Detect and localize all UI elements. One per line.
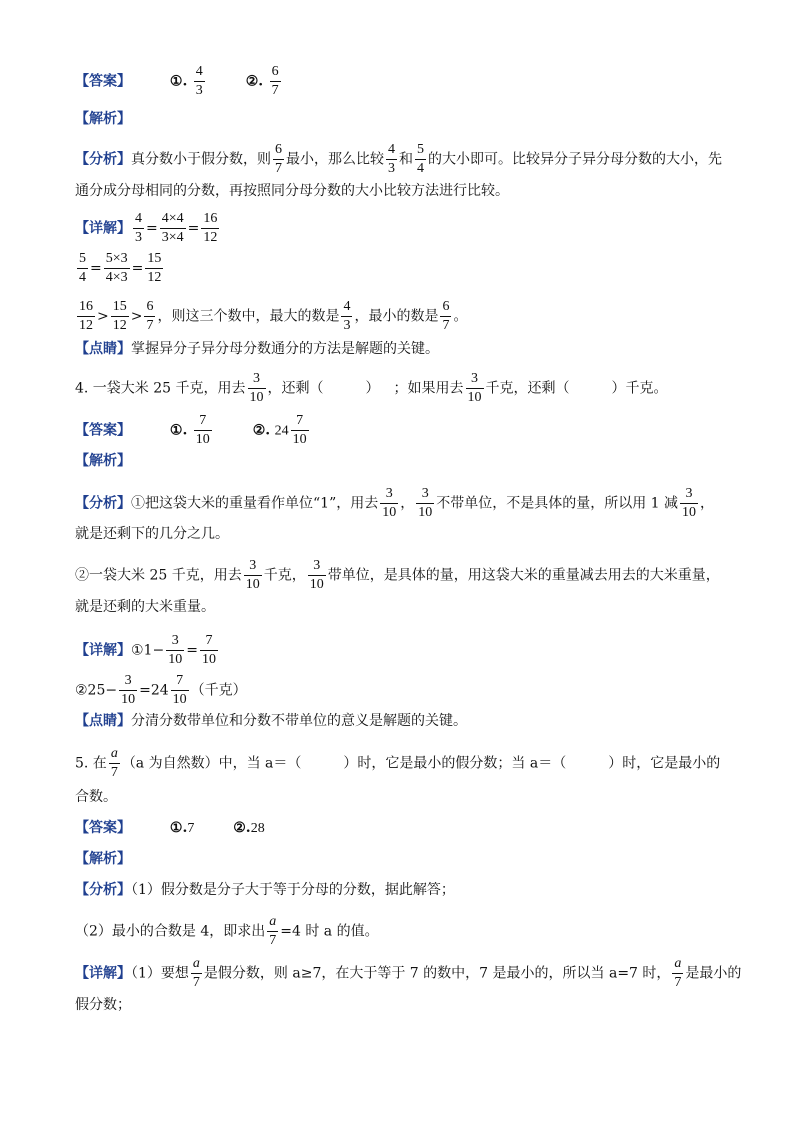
- analysis-heading: 【解析】: [75, 453, 131, 469]
- fraction: $\frac{16}{12}$: [203, 211, 218, 245]
- fraction: $\frac{5}{4}$: [79, 251, 86, 285]
- detail-line-3: $\frac{16}{12}$ > $\frac{15}{12}$ > $\frac{6}{7}$ ，则这三个数中，最大的数是 $\frac{4}{3}$ ，最小的数是 $\frac{6}{7}$ 。: [79, 299, 468, 333]
- detail-line-5a: 【详解】（1）要想 $\frac{a}{7}$ 是假分数，则 a≥7，在大于等于 7 的数中，7 是最小的，所以当 a=7 时， $\frac{a}{7}$ 是最小的: [75, 956, 742, 990]
- circled-1: ①.: [169, 73, 188, 90]
- detail-line-4b: ②25− $\frac{3}{10}$ =24 $\frac{7}{10}$ （千克）: [75, 673, 247, 707]
- fraction: $\frac{6}{7}$: [146, 299, 154, 333]
- fraction: $\frac{a}{7}$: [110, 746, 118, 780]
- fraction: $\frac{7}{10}$: [195, 413, 210, 447]
- fraction: $\frac{3}{10}$: [418, 486, 433, 520]
- fraction: $\frac{3}{10}$: [382, 486, 397, 520]
- fraction: $\frac{3}{10}$: [168, 633, 183, 667]
- fraction: $\frac{5}{4}$: [417, 142, 424, 176]
- fraction: $\frac{4}{3}$: [343, 299, 351, 333]
- blank: （ ）: [555, 380, 626, 397]
- fraction: $\frac{15}{12}$: [112, 299, 127, 333]
- fraction: $\frac{6}{7}$: [275, 142, 282, 176]
- fenxi-line-1: 【分析】真分数小于假分数，则 $\frac{6}{7}$ 最小，那么比较 $\frac{4}{3}$ 和 $\frac{5}{4}$ 的大小即可。比较异分子异分母分数的大小，先: [75, 142, 722, 176]
- blank: （ ）: [309, 380, 380, 397]
- analysis-heading: 【解析】: [75, 851, 131, 867]
- fraction: $\frac{4}{3}$: [388, 142, 395, 176]
- fenxi-line-4d: 就是还剩的大米重量。: [75, 599, 215, 615]
- detail-line-2: $\frac{5}{4}$ = $\frac{5\times 3}{4\times 3}$ = $\frac{15}{12}$: [79, 251, 162, 285]
- question-5: 5. 在 $\frac{a}{7}$ （a 为自然数）中，当 a＝（ ）时，它是最小的假分数；当 a＝（ ）时，它是最小的: [75, 746, 721, 780]
- fraction: $\frac{6}{7}$: [442, 299, 450, 333]
- fraction: $\frac{15}{12}$: [147, 251, 162, 285]
- blank: （ ）: [552, 755, 623, 772]
- fraction: $\frac{4\times 4}{3\times 4}$: [161, 211, 184, 245]
- fraction: $\frac{a}{7}$: [674, 956, 682, 990]
- fraction: $\frac{16}{12}$: [79, 299, 93, 333]
- fenxi-line-2: 通分成分母相同的分数，再按照同分母分数的大小比较方法进行比较。: [75, 183, 509, 199]
- analysis-heading: 【解析】: [75, 111, 131, 127]
- circled-2: ②.: [245, 73, 264, 90]
- answer-line-3: [75, 65, 283, 98]
- fenxi-line-4c: ②一袋大米 25 千克，用去 $\frac{3}{10}$ 千克， $\frac{3}{10}$ 带单位，是具体的量，用这袋大米的重量减去用去的大米重量，: [75, 558, 720, 592]
- answer-line-4: 【答案】 ①. $\frac{7}{10}$ ②. 24 $\frac{7}{10}$: [75, 413, 307, 447]
- fraction: $\frac{6}{7}$: [271, 64, 279, 98]
- fraction: $\frac{3}{10}$: [682, 486, 697, 520]
- fenxi-line-5a: 【分析】（1）假分数是分子大于等于分母的分数，据此解答；: [75, 882, 455, 898]
- answer-tag: 【答案】: [75, 73, 131, 90]
- fraction: $\frac{3}{10}$: [467, 371, 482, 405]
- fraction: $\frac{a}{7}$: [269, 914, 277, 948]
- detail-line-5b: 假分数；: [75, 997, 131, 1013]
- fraction: $\frac{4}{3}$: [135, 211, 142, 245]
- fraction: $\frac{3}{10}$: [309, 558, 324, 592]
- fraction: $\frac{a}{7}$: [192, 956, 200, 990]
- fraction: $\frac{5\times 3}{4\times 3}$: [105, 251, 128, 285]
- tip-line-3: 【点睛】掌握异分子异分母分数通分的方法是解题的关键。: [75, 341, 439, 357]
- question-4: 4. 一袋大米 25 千克，用去 $\frac{3}{10}$ ，还剩（ ） ；如果用去 $\frac{3}{10}$ 千克，还剩（ ）千克。: [75, 371, 668, 405]
- detail-line-1: 【详解】 $\frac{4}{3}$ = $\frac{4\times 4}{3\times 4}$ = $\frac{16}{12}$: [75, 211, 218, 245]
- question-5-line-2: 合数。: [75, 789, 117, 805]
- fraction: $\frac{7}{10}$: [292, 413, 307, 447]
- fenxi-line-4b: 就是还剩下的几分之几。: [75, 526, 229, 542]
- fraction: $\frac{3}{10}$: [245, 558, 260, 592]
- answer-line-5: 【答案】 ①.7 ②.28: [75, 820, 265, 836]
- fraction: $\frac{4}{3}$: [195, 64, 203, 98]
- fraction: $\frac{3}{10}$: [249, 371, 264, 405]
- fraction: $\frac{3}{10}$: [121, 673, 136, 707]
- fenxi-line-4a: 【分析】①把这袋大米的重量看作单位“1”，用去 $\frac{3}{10}$ ， $\frac{3}{10}$ 不带单位，不是具体的量，所以用 1 减 $\frac{3}{10}$ ，: [75, 486, 715, 520]
- fenxi-line-5b: （2）最小的合数是 4，即求出 $\frac{a}{7}$ =4 时 a 的值。: [75, 914, 379, 948]
- blank: （ ）: [287, 755, 358, 772]
- fraction: $\frac{7}{10}$: [201, 633, 216, 667]
- detail-line-4a: 【详解】①1− $\frac{3}{10}$ = $\frac{7}{10}$: [75, 633, 216, 667]
- tip-line-4: 【点睛】分清分数带单位和分数不带单位的意义是解题的关键。: [75, 713, 467, 729]
- fraction: $\frac{7}{10}$: [172, 673, 187, 707]
